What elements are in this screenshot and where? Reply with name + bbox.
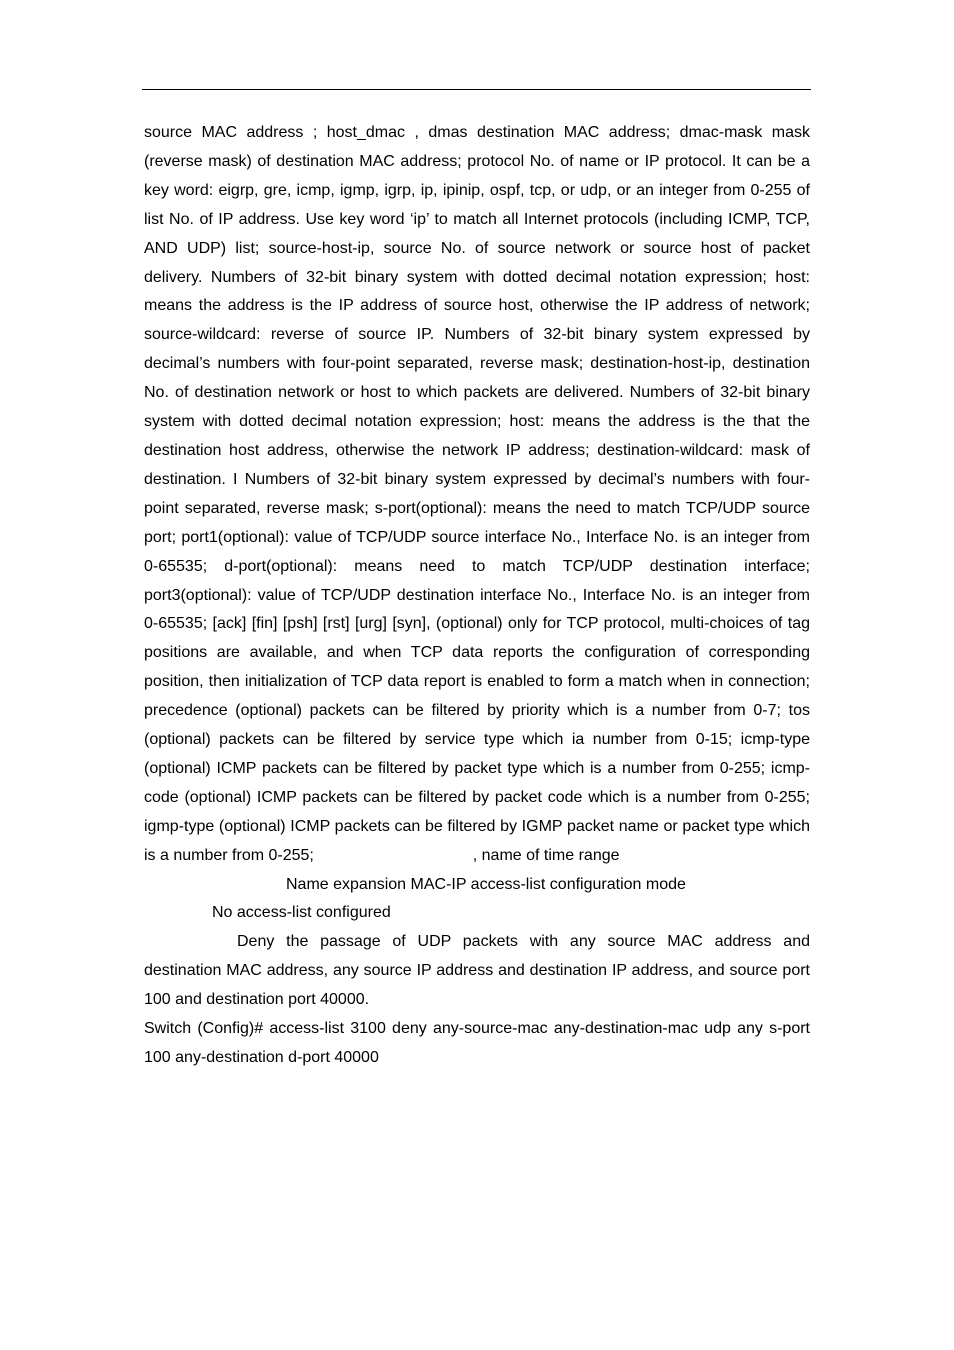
main-paragraph	[144, 119, 810, 871]
time-range-suffix: , name of time range	[472, 846, 620, 864]
example-paragraph: Deny the passage of UDP packets with any source MAC address and destination MAC address, any source IP address and destination IP address, and source port 100 and destination port 40000.	[144, 933, 810, 1009]
main-paragraph-text: source MAC address ; host_dmac , dmas destination MAC address; dmac-mask mask (reverse mask) of destination MAC address; protocol No. of name or IP protocol. It can be a key word: eigrp, gre, icmp, igmp, igrp, ip, ipinip, ospf, tcp, or udp, or an integer from 0-255 of list No. of IP address. Use key word ‘ip’ to match all Internet protocols (including ICMP, TCP, AND UDP) list; source-host-ip, source No. of source network or source host of packet delivery. Numbers of 32-bit binary system with dotted decimal notation expression; host: means the address is the IP address of source host, otherwise the IP address of network; source-wildcard: reverse of source IP. Numbers of 32-bit binary system expressed by decimal’s numbers with four-point separated, reverse mask; destination-host-ip, destination No. of destination network or host to which packets are delivered. Numbers of 32-bit binary system with dotted decimal notation expression; host: means the address is the that the destination host address, otherwise the network IP address; destination-wildcard: mask of destination. I Numbers of 32-bit binary system expressed by decimal’s numbers with four-point separated, reverse mask; s-port(optional): means the need to match TCP/UDP source port; port1(optional): value of TCP/UDP source interface No., Interface No. is an integer from 0-65535; d-port(optional): means need to match TCP/UDP destination interface; port3(optional): value of TCP/UDP destination interface No., Interface No. is an integer from 0-65535; [ack] [fin] [psh] [rst] [urg] [syn], (optional) only for TCP protocol, multi-choices of tag positions are available, and when TCP data reports the configuration of corresponding position, then initialization of TCP data report is enabled to form a match when in connection; precedence (optional) packets can be filtered by priority which is a number from 0-7; tos (optional) packets can be filtered by service type which ia number from 0-15; icmp-type (optional) ICMP packets can be filtered by packet type which is a number from 0-255; icmp-code (optional) ICMP packets can be filtered by packet code which is a number from 0-255; igmp-type (optional) ICMP packets can be filtered by IGMP packet name or packet type which is a number from 0-255;	[144, 124, 810, 864]
mode-line: Name expansion MAC-IP access-list configuration mode	[286, 875, 686, 893]
default-line: No access-list configured	[212, 904, 391, 922]
command-paragraph: Switch (Config)# access-list 3100 deny any-source-mac any-destination-mac udp any s-port 100 any-destination d-port 40000	[144, 1020, 810, 1066]
header-rule	[142, 89, 811, 90]
document-body	[144, 119, 810, 1073]
